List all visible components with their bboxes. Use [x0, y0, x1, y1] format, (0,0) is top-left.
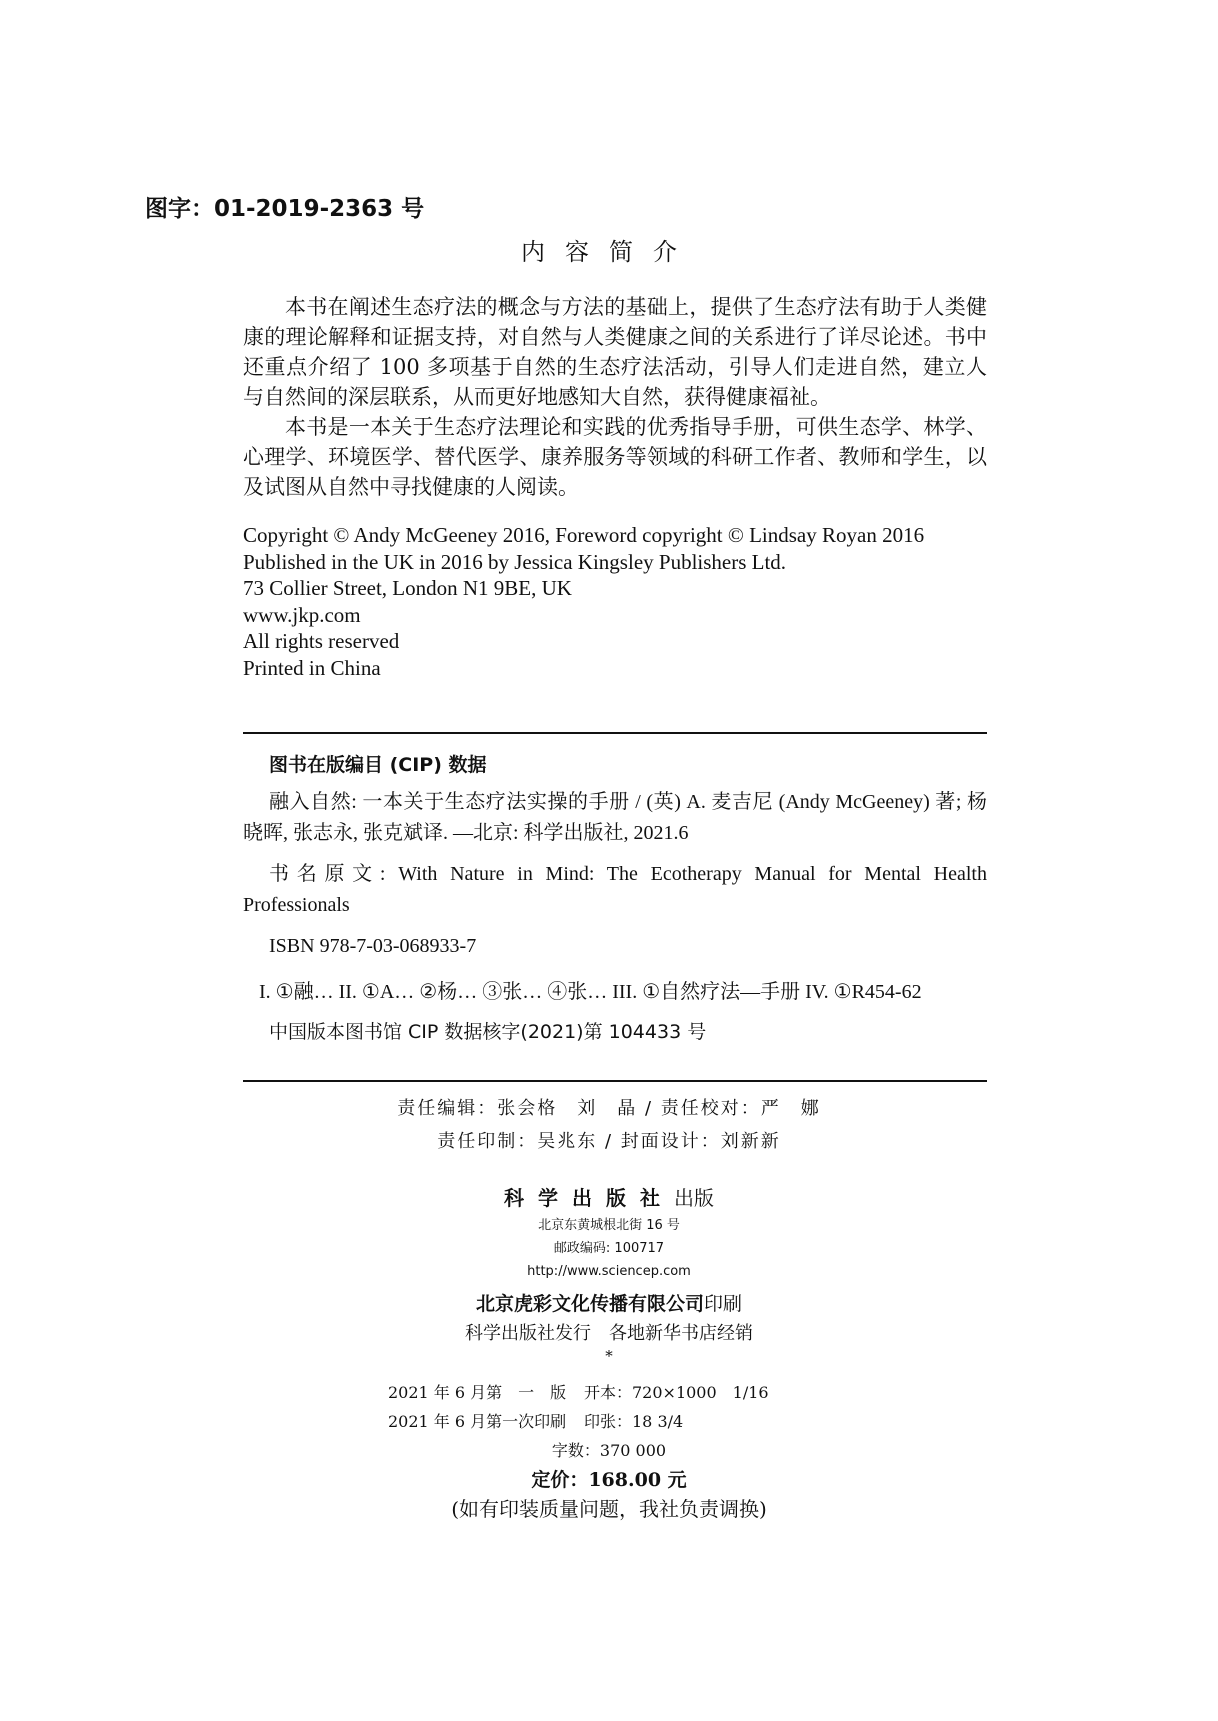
- cip-isbn: ISBN 978-7-03-068933-7: [269, 935, 477, 957]
- separator-asterisk: *: [605, 1347, 613, 1365]
- sheets: 印张：18 3/4: [584, 1412, 684, 1431]
- quality-notice: (如有印装质量问题，我社负责调换): [451, 1497, 767, 1521]
- publisher-name-suffix: 出版: [674, 1186, 714, 1210]
- printing-row: [388, 1407, 830, 1436]
- copyright-line: Published in the UK in 2016 by Jessica Kingsley Publishers Ltd.: [243, 549, 787, 574]
- publisher-website: http://www.sciencep.com: [527, 1264, 691, 1279]
- publisher-address: 北京东黄城根北街 16 号: [538, 1218, 680, 1233]
- copyright-line: Copyright © Andy McGeeney 2016, Foreword copyright © Lindsay Royan 2016: [243, 523, 925, 547]
- publisher-block: [0, 1182, 1218, 1363]
- printer-name-text: 北京虎彩文化传播有限公司: [475, 1293, 704, 1315]
- word-count: 字数：370 000: [551, 1441, 667, 1460]
- intro-paragraph: 本书是一本关于生态疗法理论和实践的优秀指导手册，可供生态学、林学、心理学、环境医学、替代医学、康养服务等领域的科研工作者、教师和学生，以及试图从自然中寻找健康的人阅读。: [243, 415, 987, 499]
- distribution-line: 科学出版社发行 各地新华书店经销: [465, 1323, 753, 1344]
- cip-block: [243, 732, 987, 1082]
- edition-row: [388, 1378, 830, 1407]
- printer-name: [0, 1289, 1218, 1319]
- cip-classification: I. ①融… II. ①A… ②杨… ③张… ④张… III. ①自然疗法—手册 IV. ①R454-62: [259, 981, 922, 1003]
- first-edition: 2021 年 6 月第 一 版: [388, 1383, 567, 1402]
- cip-number: 中国版本图书馆 CIP 数据核字(2021)第 104433 号: [269, 1021, 707, 1043]
- edition-info: [388, 1378, 830, 1465]
- publisher-name: [0, 1182, 1218, 1214]
- copyright-line: All rights reserved: [243, 629, 400, 653]
- publisher-name-text: 科学出版社: [504, 1186, 674, 1210]
- copyright-line: 73 Collier Street, London N1 9BE, UK: [243, 576, 572, 600]
- publisher-postcode: 邮政编码: 100717: [553, 1241, 665, 1256]
- cip-original-title: 书名原文: With Nature in Mind: The Ecotherapy Manual for Mental Health Professionals: [243, 863, 987, 916]
- staff-credits: [0, 1092, 1218, 1158]
- copyright-line: Printed in China: [243, 655, 381, 680]
- format: 开本：720×1000 1/16: [584, 1383, 769, 1402]
- staff-line: 责任印制：吴兆东 / 封面设计：刘新新: [437, 1131, 781, 1152]
- printer-suffix: 印刷: [704, 1293, 743, 1315]
- permit-number: 图字：01-2019-2363 号: [145, 196, 425, 222]
- copyright-block: [243, 522, 987, 681]
- intro-title: 内容简介: [521, 238, 697, 266]
- intro-section: [243, 292, 987, 502]
- cip-title: 图书在版编目 (CIP) 数据: [269, 754, 487, 776]
- first-printing: 2021 年 6 月第一次印刷: [388, 1412, 567, 1431]
- cip-entry: 融入自然: 一本关于生态疗法实操的手册 / (英) A. 麦吉尼 (Andy McGeeney) 著; 杨晓晖, 张志永, 张克斌译. —北京: 科学出版社, 2021.6: [243, 791, 987, 844]
- copyright-line: www.jkp.com: [243, 602, 361, 627]
- intro-paragraph: 本书在阐述生态疗法的概念与方法的基础上，提供了生态疗法有助于人类健康的理论解释和证据支持，对自然与人类健康之间的关系进行了详尽论述。书中还重点介绍了 100 多项基于自然的生态疗法活动，引导人们走进自然，建立人与自然间的深层联系，从而更好地感知大自然，获得健康福祉。: [243, 295, 987, 409]
- staff-line: 责任编辑：张会格 刘 晶 / 责任校对：严 娜: [397, 1098, 821, 1119]
- price: 定价：168.00 元: [531, 1469, 687, 1491]
